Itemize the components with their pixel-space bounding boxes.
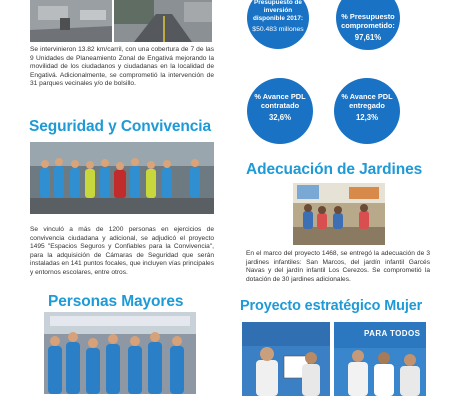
women-photo-left xyxy=(242,322,330,396)
road-paragraph: Se intervinieron 13.82 km/carril, con una cobertura de 7 de las 9 Unidades de Planeamiento Zonal de Engativá mejorando la movilidad de los ciudadanos y ciudadanas en la localidad de Engativá. Adicionalmente, se comprometió la intervención de 31 parques vecinales y/o de bolsillo. xyxy=(30,46,214,88)
stat-circle-budget xyxy=(247,0,309,49)
gardens-title: Adecuación de Jardines xyxy=(246,161,423,178)
stat-circle-contracted xyxy=(247,78,313,144)
elders-group-image xyxy=(44,312,196,394)
stat-circle-committed xyxy=(336,0,400,50)
stat-committed-value: 97,61% xyxy=(354,33,382,42)
stat-delivered-value: 12,3% xyxy=(355,113,379,122)
gardens-classroom-image xyxy=(293,183,385,245)
women-banner-text: PARA TODOS xyxy=(364,329,421,338)
stat-budget-label: Presupuesto de inversión disponible 2017: xyxy=(252,0,304,22)
gardens-photo xyxy=(293,183,385,245)
road-photo-left-image xyxy=(30,0,112,42)
security-photo xyxy=(30,142,214,214)
stat-committed-label: % Presupuesto comprometido: xyxy=(341,12,395,30)
stat-circle-delivered xyxy=(334,78,400,144)
stat-contracted-value: 32,6% xyxy=(268,113,292,122)
women-event-image-left xyxy=(242,322,330,396)
elders-title: Personas Mayores xyxy=(48,293,184,310)
stat-delivered-label: % Avance PDL entregado xyxy=(341,92,393,110)
stat-budget-value: $50.483 millones xyxy=(252,26,304,33)
elders-photo xyxy=(44,312,196,394)
stat-contracted-label: % Avance PDL contratado xyxy=(254,92,306,110)
road-photo-right-image xyxy=(114,0,212,42)
security-paragraph: Se vinculó a más de 1200 personas en ejercicios de convivencia ciudadana y adicional, se adjudicó el proyecto 1495 "Espacios Seguros y Confiables para la Convivencia", para la adquisición de Cámaras de Seguridad que serán instaladas en 141 puntos focales, que incluyen vías principales y entornos escolares, entre otros. xyxy=(30,226,215,276)
gardens-paragraph: En el marco del proyecto 1468, se entregó la adecuación de 3 jardines infantiles: San Marcos, del jardín infantil Garcés Navas y del jardín infantil Los Cerezos. Se comprometió la dotación de 30 jardines adicionales. xyxy=(246,250,430,283)
women-photo-right xyxy=(334,322,426,396)
road-photo-right xyxy=(114,0,212,42)
road-photo-left xyxy=(30,0,112,42)
security-title: Seguridad y Convivencia xyxy=(29,118,212,135)
women-title: Proyecto estratégico Mujer xyxy=(240,298,423,314)
security-group-image xyxy=(30,142,214,214)
